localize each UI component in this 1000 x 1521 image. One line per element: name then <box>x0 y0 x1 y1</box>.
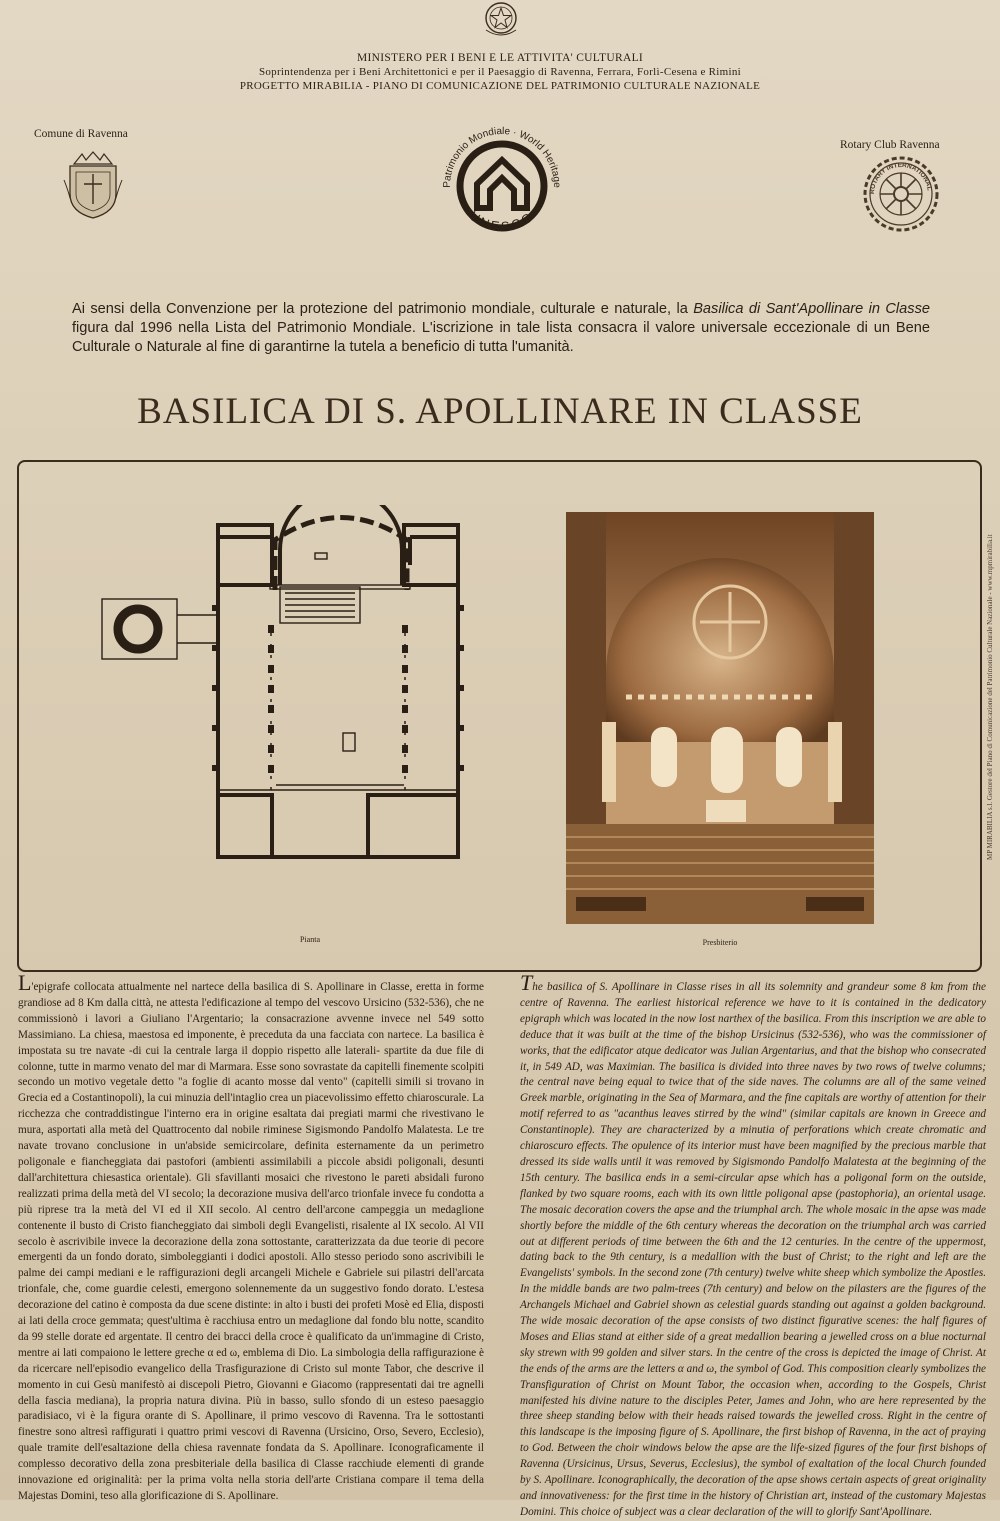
comune-label: Comune di Ravenna <box>34 128 128 140</box>
italian-initial: L <box>18 970 32 995</box>
english-initial: T <box>520 970 533 995</box>
rotary-wheel-icon <box>862 155 940 233</box>
intro-basilica-name: Basilica di Sant'Apollinare in Classe <box>693 300 930 317</box>
plan-caption: Pianta <box>300 935 320 944</box>
intro-paragraph <box>72 300 930 357</box>
rotary-ring-text: ROTARY INTERNATIONAL <box>868 161 933 195</box>
italian-body: 'epigrafe collocata attualmente nel nartece della basilica di S. Apollinare in Classe, eretta in forme grandiose ad 8 Km dalla città, ne attesta l'edificazione al tempo del vescovo Ursicino (532-536), che ne commissionò i lavori a Giuliano l'Argentario; la consacrazione avvenne invece nel 549 sotto Massimiano. La chiesa, maestosa ed imponente, è preceduta da una facciata con nartece. La basilica è impostata su tre navate -di cui la centrale larga il doppio rispetto alle laterali- spartite da due file di colonne, tutte in marmo venato del mar di Marmara. Esse sono sovrastate da capitelli finemente scolpiti secondo un motivo vegetale detto "a foglie di acanto mosse dal vento" (capitelli simili si trovano in Grecia ed a Costantinopoli), la cui minuzia dell'intaglio crea un piacevolissimo effetto chiaroscurale. La ricchezza che contraddistingue l'interno era in origine esaltata dai pregiati marmi che rivestivano le mura, asportati alla metà del Quattrocento dal nobile riminese Sigismondo Pandolfo Malatesta. Le tre navate trovano conclusione in un'abside semicircolare, definita esternamente da un perimetro poligonale e fiancheggiata dai pastofori (ambienti assimilabili a piccole absidi poligonali, desunti dall'architettura chiesastica orientale). Gli sfavillanti mosaici che rivestono le pareti absidali furono realizzati prima della metà del VI secolo; la decorazione musiva dell'arco trionfale invece fu condotta a più riprese tra la metà del VI ed il XII secolo. Al centro dell'arcone campeggia un medaglione contenente il busto di Cristo fiancheggiato dai simboli degli Evangelisti, risalente al IX secolo. Al VII secolo è ascrivibile invece la decorazione della zona sottostante, caratterizzata da due teorie di pecore emergenti da un fondo dorato, simboleggianti i dodici apostoli. Allo stesso periodo sono ascrivibili le palme dei campi mediani e le raffigurazioni degli arcangeli Michele e Gabriele sui pilastri dell'arcata trionfale, che, come guardie celesti, emergono solennemente da un suggestivo fondo dorato. L'estesa decorazione del catino è composta da due scene distinte: in alto i busti dei profeti Mosè ed Elia, disposti ai lati della croce gemmata; quest'ultima è racchiusa entro un medaglione dal fondo blu notte, scandito da 99 stelle dorate ed argentate. Il centro dei bracci della croce è qualificato da un'immagine di Cristo, mentre ai lati compaiono le lettere greche α ed ω, emblema di Dio. La simbologia della raffigurazione è da ricercare nell'episodio evangelico della Trasfigurazione di Cristo sul monte Tabor, che descrive il momento in cui Gesù manifestò ai discepoli Pietro, Giovanni e Giacomo (rappresentati dai tre agnelli della fascia mediana), la propria natura divina. Più in basso, sullo sfondo di un esteso paesaggio paradisiaco, vi è la figura orante di S. Apollinare, il primo vescovo di Ravenna. Tra le sottostanti finestre sono altresì raffigurati i quattro primi vescovi di Ravenna (Ursicino, Orso, Severo, Ecclesio), quale tramite dell'esaltazione della chiesa ravennate fondata da S. Apollinare. Iconograficamente il complesso decorativo della zona presbiteriale della basilica di Classe racchiude elementi di grande innovazione ed originalità: per la prima volta nella storia dell'arte Cristiana compare il tema della Majestas Domini, teso alla glorificazione di S. Apollinare. <box>18 981 484 1502</box>
photo-credit: MP MIRABILIA s.l. Gestore del Piano di Comunicazione del Patrimonio Culturale Nazionale - www.mpmirabilia.it <box>986 534 994 860</box>
republic-emblem-icon <box>476 0 526 40</box>
project-line: PROGETTO MIRABILIA - PIANO DI COMUNICAZIONE DEL PATRIMONIO CULTURALE NAZIONALE <box>239 80 761 92</box>
english-text <box>520 970 986 1521</box>
page-title: BASILICA DI S. APOLLINARE IN CLASSE <box>137 391 863 432</box>
unesco-word: UNESCO <box>466 207 538 235</box>
italian-text <box>18 970 484 1505</box>
svg-text:UNESCO <box>467 208 538 234</box>
intro-text-end: figura dal 1996 nella Lista del Patrimonio Mondiale. L'iscrizione in tale lista consacra il valore universale eccezionale di un Bene Culturale o Naturale al fine di garantirne la tutela a beneficio di tutta l'umanità. <box>72 319 930 355</box>
photo-caption: Presbiterio <box>702 938 738 947</box>
ministry-title: MINISTERO PER I BENI E LE ATTIVITA' CULTURALI <box>356 52 644 64</box>
rotary-label: Rotary Club Ravenna <box>840 139 940 151</box>
soprintendenza-line: Soprintendenza per i Beni Architettonici e per il Paesaggio di Ravenna, Ferrara, Forlì-Cesena e Rimini <box>258 66 742 78</box>
presbytery-photo <box>566 512 874 924</box>
unesco-world-heritage-icon <box>432 120 572 250</box>
floor-plan-drawing <box>100 505 475 925</box>
ravenna-crest-icon <box>62 150 124 220</box>
english-body: he basilica of S. Apollinare in Classe rises in all its solemnity and grandeur some 8 km from the centre of Ravenna. The earliest historical reference we have to it is contained in the dedicatory epigraph which was located in the now lost narthex of the basilica. From this inscription we are able to deduce that it was built at the time of the bishop Ursicinus (532-536), who was the commissioner of works, that the edificator atque dedicator was Julian Argentarius, and that the bishop who consecrated it, in 549 AD, was Maximian. The basilica is divided into three naves by two rows of twelve columns; the central nave being equal to twice that of the side naves. The columns are all of the same veined Greek marble, originating in the Sea of Marmara, and the fine capitals are worthy of attention for their motif referred to as "acanthus leaves stirred by the wind" (similar capitals are known in Greece and Constantinople). They are characterized by a minutia of perforations which create chromatic and chiaroscuro effects. The opulence of its interior must have been magnified by the precious marble that dressed its side walls until it was removed by Sigismondo Pandolfo Malatesta at the beginning of the 15th century. The basilica ends in a semi-circular apse which has a poligonal form on the outside, flanked by two square rooms, each with its own little poligonal apse (pastophoria), an oriental usage. The mosaic decoration covers the apse and the triumphal arch. The whole mosaic in the apse was made shortly before the middle of the 6th century whereas the decoration on the triumphal arch was carried out at different periods of time between the 6th and the 12 centuries. In the centre of the uppermost, dating back to the 9th century, is a medallion with the bust of Christ; to the right and left are the Evangelists' symbols. In the second zone (7th century) twelve white sheep which symbolize the Apostles. In the middle bands are two palm-trees (7th century) and below on the pilasters are the figures of the Archangels Michael and Gabriel shown as celestial guards standing out against a golden background. The wide mosaic decoration of the apse consists of two distinct figurative scenes: the half figures of Moses and Elias stand at either side of a great medallion bearing a jewelled cross on a blue nocturnal sky strewn with 99 golden and silver stars. In the centre of the cross is depicted the image of Christ. At the ends of the arms are the letters α and ω, the symbol of God. This composition clearly symbolizes the Transfiguration of Christ on Mount Tabor, the occasion when, according to the Gospels, Christ manifested his divine nature to the disciples Peter, James and John, who are here represented by the three sheep standing below with their heads raised towards the jewelled cross. Right in the centre of this landscape is the imposing figure of S. Apollinare, the first bishop of Ravenna, in the act of praying to God. Between the choir windows below the apse are the life-sized figures of the four first bishops of Ravenna (Ursicinus, Ursus, Severus, Ecclesius), the symbol of exaltation of the local Church founded by S. Apollinare. Iconographically, the decoration of the apse shows certain aspects of great originality and innovativeness: for the first time in the history of Christian art, instead of the customary Majestas Domini. This choice of subject was a clear declaration of the will to glorify Sant'Apollinare. <box>520 981 986 1518</box>
unesco-arc-text: Patrimonio Mondiale · World Heritage <box>441 125 563 188</box>
intro-text-start: Ai sensi della Convenzione per la protezione del patrimonio mondiale, culturale e naturale, la <box>72 300 694 317</box>
